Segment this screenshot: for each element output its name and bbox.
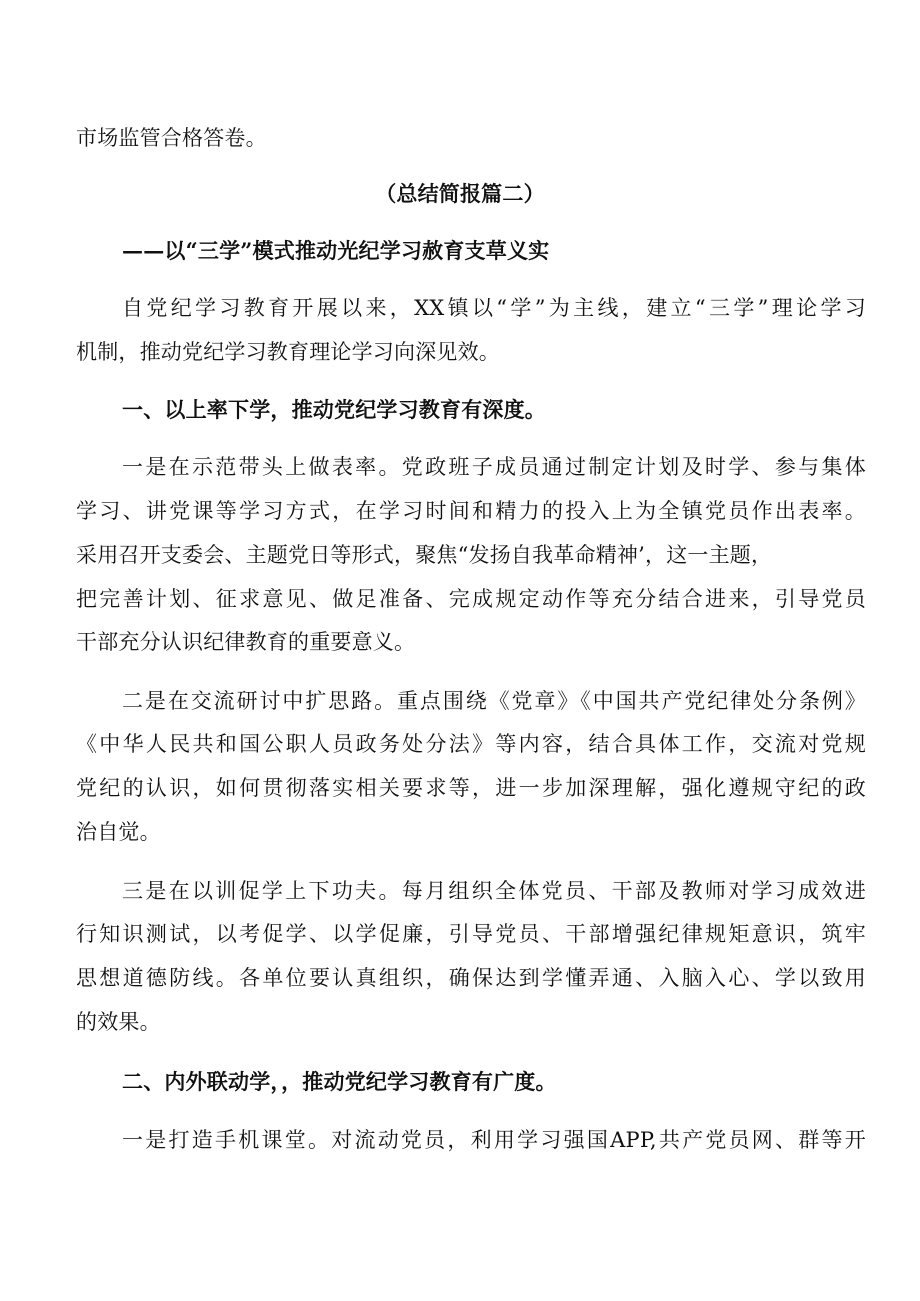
section-heading-2: 二、内外联动学，，推动党纪学习教育有广度。: [122, 1069, 557, 1094]
paragraph-3-line-1: 三是在以训促学上下功夫。每月组织全体党员、干部及教师对学习成效进: [122, 879, 866, 903]
section-heading-1: 一、以上率下学，推动党纪学习教育有深度。: [122, 397, 546, 422]
paragraph-1-line-5: 干部充分认识纪律教育的重要意义。: [76, 630, 416, 654]
paragraph-3-line-2: 行知识测试，以考促学、以学促廉，引导党员、干部增强纪律规矩意识，筑牢: [76, 922, 866, 946]
document-title: ——以“三学”模式推动光纪学习赦育支草义实: [122, 238, 550, 263]
paragraph-2-line-2: 《中华人民共和国公职人员政务处分法》等内容，结合具体工作，交流对党规: [76, 732, 866, 756]
paragraph-2-line-4: 治自觉。: [76, 820, 161, 844]
paragraph-4-line-1: 一是打造手机课堂。对流动党员，利用学习强国APP,共产党员网、群等开: [122, 1128, 866, 1152]
paragraph-1-line-4: 把完善计划、征求意见、做足准备、完成规定动作等充分结合进来，引导党员: [76, 587, 866, 611]
paragraph-1-line-2: 学习、讲党课等学习方式，在学习时间和精力的投入上为全镇党员作出表率。: [76, 499, 866, 523]
paragraph-2-line-1: 二是在交流研讨中扩思路。重点围绕《党章》《中国共产党纪律处分条例》: [122, 689, 866, 713]
paragraph-1-line-1: 一是在示范带头上做表率。党政班子成员通过制定计划及时学、参与集体: [122, 455, 866, 479]
paragraph-3-line-4: 的效果。: [76, 1010, 161, 1034]
paragraph-1-line-3: 采用召开支委会、主题党日等形式，聚焦“发扬自我革命精神’，这一主题，: [76, 543, 773, 567]
intro-paragraph-line-2: 机制，推动党纪学习教育理论学习向深见效。: [76, 340, 500, 364]
paragraph-2-line-3: 党纪的认识，如何贯彻落实相关要求等，进一步加深理解，强化遵规守纪的政: [76, 776, 866, 800]
paragraph-3-line-3: 思想道德防线。各单位要认真组织，确保达到学懂弄通、入脑入心、学以致用: [76, 966, 866, 990]
intro-paragraph-line-1: 自党纪学习教育开展以来，XX镇以“学”为主线，建立“三学”理论学习: [122, 296, 866, 320]
paragraph-ending-line: 市场监管合格答卷。: [76, 126, 267, 150]
section-subtitle: （总结简报篇二）: [375, 181, 545, 206]
